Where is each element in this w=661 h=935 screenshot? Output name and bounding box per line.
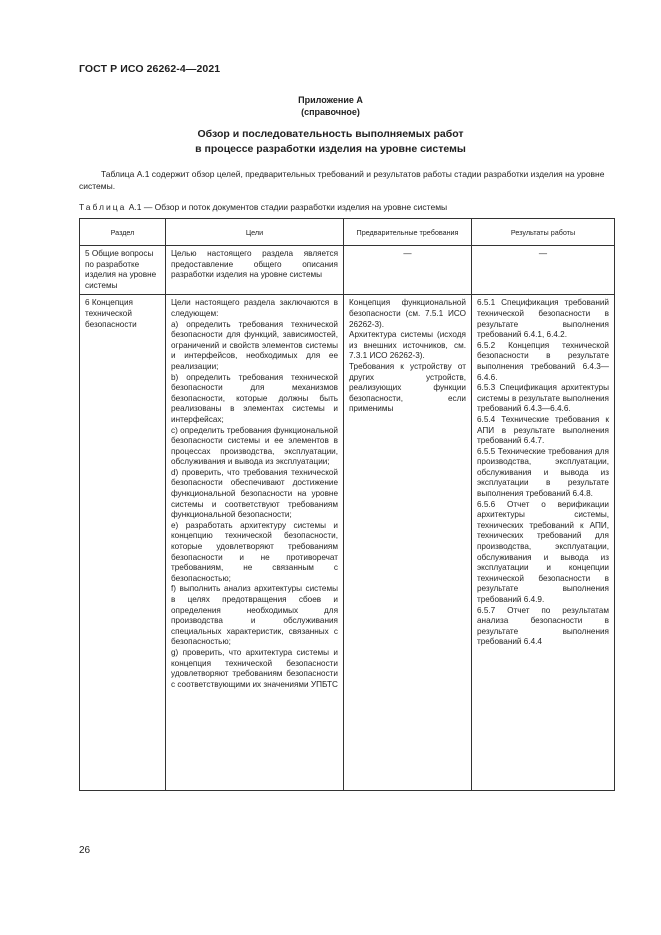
- goal-item-e: e) разработать архитектуру системы и концепцию технической безопасности, которые удовлетворяют требованиям безопасности и не противоречат требованиям, не связанным с безопасностью;: [171, 520, 338, 583]
- section-title-line-2: в процессе разработки изделия на уровне системы: [195, 143, 466, 155]
- annex-title: Приложение А: [298, 95, 363, 105]
- row2-section: 6 Концепция технической безопасности: [80, 295, 166, 791]
- goal-item-d: d) проверить, что требования технической безопасности обеспечивают достижение функциональной безопасности на уровне системы и соответствуют требованиям функциональной безопасности;: [171, 467, 338, 520]
- prereq-item: Архитектура системы (исходя из внешних источников, см. 7.3.1 ИСО 26262-3).: [349, 330, 466, 361]
- section-title-line-1: Обзор и последовательность выполняемых работ: [197, 128, 464, 140]
- result-item-6-5-5: 6.5.5 Технические требования для производства, эксплуатации, обслуживания и вывода из эксплуатации в результате выполнения требований 6.4.8.: [477, 446, 609, 499]
- table-row: [80, 295, 615, 791]
- table-caption: [79, 202, 447, 212]
- result-item-6-5-7: 6.5.7 Отчет по результатам анализа безопасности в результате выполнения требований 6.4.4: [477, 605, 609, 647]
- prereq-item: Концепция функциональной безопасности (см. 7.5.1 ИСО 26262-3).: [349, 298, 466, 329]
- result-item-6-5-4: 6.5.4 Технические требования к АПИ в результате выполнения требований 6.4.7.: [477, 414, 609, 446]
- header-prerequisites: Предварительные требования: [344, 219, 472, 246]
- result-item-6-5-6: 6.5.6 Отчет о верификации архитектуры системы, технических требований к АПИ, технических требований для производства, эксплуатации, обслуживания и вывода из эксплуатации и концепции технической безопасности в результате выполнения требований 6.4.9.: [477, 499, 609, 604]
- goal-item-f: f) выполнить анализ архитектуры системы в целях предотвращения сбоев и определения необходимых для производства и обслуживания специальных характеристик, связанных с безопасностью;: [171, 584, 338, 647]
- overview-table: [79, 218, 615, 791]
- goal-item-g: g) проверить, что архитектура системы и концепция технической безопасности удовлетворяют требованиям безопасности с соответствующими их значениями УПБТС: [171, 647, 338, 689]
- goal-item-a: a) определить требования технической безопасности для функций, зависимостей, ограничений и свойств элементов системы и интерфейсов, необходимых для ее реализации;: [171, 319, 338, 371]
- prereq-item: Требования к устройству от других устройств, реализующих функции безопасности, если применимы: [349, 361, 466, 414]
- result-item-6-5-2: 6.5.2 Концепция технической безопасности в результате выполнения требований 6.4.3—6.4.6.: [477, 340, 609, 382]
- document-header: ГОСТ Р ИСО 26262-4—2021: [79, 63, 221, 75]
- section-title: [0, 127, 661, 157]
- row1-results: —: [472, 246, 615, 295]
- row2-results: [472, 295, 615, 791]
- table-caption-label: Таблица: [79, 202, 127, 212]
- row1-section: 5 Общие вопросы по разработке изделия на уровне системы: [80, 246, 166, 295]
- row1-goals: Целью настоящего раздела является предоставление общего описания разработки изделия на уровне системы: [166, 246, 344, 295]
- row2-goals: [166, 295, 344, 791]
- goal-intro: Цели настоящего раздела заключаются в следующем:: [171, 298, 338, 318]
- header-section: Раздел: [80, 219, 166, 246]
- annex-subtitle: (справочное): [301, 107, 360, 117]
- header-results: Результаты работы: [472, 219, 615, 246]
- result-item-6-5-1: 6.5.1 Спецификация требований технической безопасности в результате выполнения требований 6.4.1, 6.4.2.: [477, 298, 609, 340]
- goal-item-c: c) определить требования функциональной безопасности системы и ее элементов в процессах производства, эксплуатации, обслуживания и вывода из эксплуатации;: [171, 425, 338, 467]
- row1-prerequisites: —: [344, 246, 472, 295]
- page-number: 26: [79, 845, 91, 856]
- table-header-row: [80, 219, 615, 246]
- row2-prerequisites: [344, 295, 472, 791]
- intro-paragraph: Таблица А.1 содержит обзор целей, предварительных требований и результатов работы стадии разработки изделия на уровне системы.: [79, 169, 605, 191]
- table-caption-text: А.1 — Обзор и поток документов стадии разработки изделия на уровне системы: [128, 202, 448, 212]
- result-item-6-5-3: 6.5.3 Спецификация архитектуры системы в результате выполнения требований 6.4.3—6.4.6.: [477, 383, 609, 414]
- table-row: [80, 246, 615, 295]
- goal-item-b: b) определить требования технической безопасности для механизмов безопасности, которые должны быть реализованы в элементах системы и интерфейсах;: [171, 372, 338, 424]
- header-goals: Цели: [166, 219, 344, 246]
- annex-heading: [0, 94, 661, 118]
